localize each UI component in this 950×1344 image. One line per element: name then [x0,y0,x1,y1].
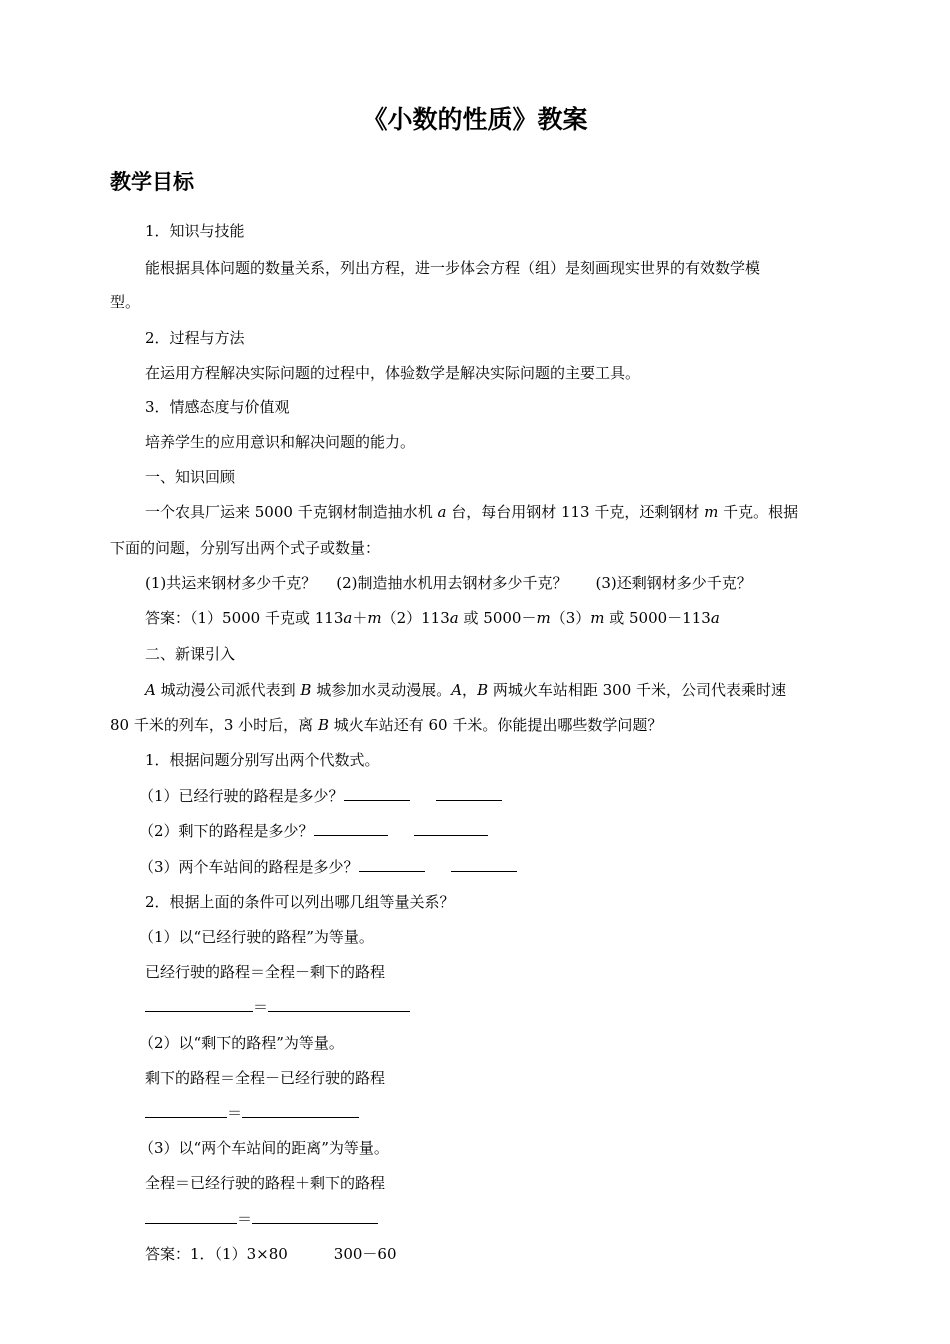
review-question-3: (3)还剩钢材多少千克？ [595,574,752,592]
relation-2-blanks: ＝ [145,1103,359,1123]
answer-blank[interactable] [436,786,502,801]
goal-1-text-line1: 能根据具体问题的数量关系，列出方程，进一步体会方程（组）是刻画现实世界的有效数学模 [145,259,761,277]
relation-3-blanks: ＝ [145,1209,378,1229]
review-question-2: (2)制造抽水机用去钢材多少千克？ [336,574,568,592]
answer-blank[interactable] [242,1103,359,1118]
goal-1-text-line2: 型。 [110,293,141,311]
goal-2-text: 在运用方程解决实际问题的过程中，体验数学是解决实际问题的主要工具。 [145,364,641,382]
relation-3-equation: 全程＝已经行驶的路程＋剩下的路程 [145,1174,386,1192]
review-questions [145,573,752,593]
answer-blank[interactable] [414,821,488,836]
intro-paragraph-line2: 80 千米的列车，3 小时后，离 B 城火车站还有 60 千米。你能提出哪些数学问题？ [110,716,663,734]
intro-heading: 二、新课引入 [145,645,236,663]
task-1-question-2: （2）剩下的路程是多少？ [139,821,488,841]
task-1-question-1: （1）已经行驶的路程是多少？ [139,786,502,806]
task-1-heading: 1．根据问题分别写出两个代数式。 [145,751,380,769]
review-question-1: (1)共运来钢材多少千克？ [145,574,317,592]
answer-blank[interactable] [451,857,517,872]
relation-1-blanks: ＝ [145,997,410,1017]
goal-1-title: 1．知识与技能 [145,222,245,240]
answer-blank[interactable] [314,821,388,836]
section-heading: 教学目标 [110,170,194,194]
answer-blank[interactable] [344,786,410,801]
review-heading: 一、知识回顾 [145,468,236,486]
relation-1-equation: 已经行驶的路程＝全程－剩下的路程 [145,963,386,981]
goal-2-title: 2．过程与方法 [145,329,245,347]
relation-2-label: （2）以“剩下的路程”为等量。 [139,1034,344,1052]
final-answer: 答案：1．（1）3×80 300－60 [145,1245,397,1263]
answer-blank[interactable] [145,997,253,1012]
answer-blank[interactable] [252,1209,378,1224]
review-paragraph-line2: 下面的问题，分别写出两个式子或数量： [110,539,381,557]
relation-1-label: （1）以“已经行驶的路程”为等量。 [139,928,374,946]
answer-blank[interactable] [145,1209,237,1224]
goal-3-text: 培养学生的应用意识和解决问题的能力。 [145,433,416,451]
review-paragraph-line1: 一个农具厂运来 5000 千克钢材制造抽水机 a 台，每台用钢材 113 千克，还剩钢材 m 千克。根据 [145,503,799,521]
task-1-question-3: （3）两个车站间的路程是多少？ [139,857,517,877]
page-title: 《小数的性质》教案 [362,105,588,134]
answer-blank[interactable] [145,1103,227,1118]
answer-blank[interactable] [359,857,425,872]
review-answer: 答案：（1）5000 千克或 113a＋m（2）113a 或 5000－m（3）m 或 5000－113a [145,609,720,627]
relation-3-label: （3）以“两个车站间的距离”为等量。 [139,1139,389,1157]
relation-2-equation: 剩下的路程＝全程－已经行驶的路程 [145,1069,386,1087]
task-2-heading: 2．根据上面的条件可以列出哪几组等量关系？ [145,893,455,911]
answer-blank[interactable] [268,997,410,1012]
intro-paragraph-line1: A 城动漫公司派代表到 B 城参加水灵动漫展。A，B 两城火车站相距 300 千米，公司代表乘时速 [145,681,787,699]
goal-3-title: 3．情感态度与价值观 [145,398,290,416]
